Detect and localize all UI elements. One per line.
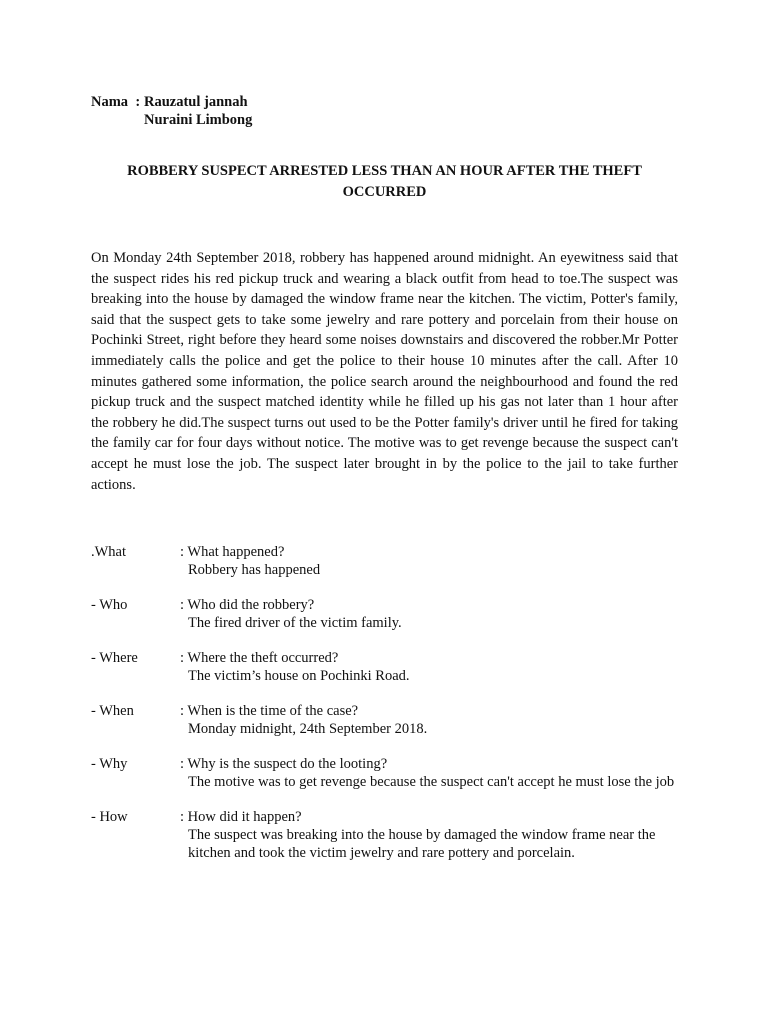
name-label: Nama : xyxy=(91,94,141,110)
document-title: ROBBERY SUSPECT ARRESTED LESS THAN AN HOUR AFTER THE THEFT OCCURRED xyxy=(127,163,642,200)
qa-item-where xyxy=(91,649,691,685)
qa-item-when xyxy=(91,702,691,738)
news-paragraph: On Monday 24th September 2018, robbery has happened around midnight. An eyewitness said that the suspect rides his red pickup truck and wearing a black outfit from head to toe.The suspect was breaking into the house by damaged the window frame near the kitchen. The victim, Potter's family, said that the suspect gets to take some jewelry and rare pottery and porcelain from their house on Pochinki Street, right before they heard some noises downstairs and discovered the robber.Mr Potter immediately calls the police and get the police to their house 10 minutes after the call. After 10 minutes gathered some information, the police search around the neighbourhood and found the red pickup truck and the suspect matched identity while he filled up his gas not later than 1 hour after the robbery he did.The suspect turns out used to be the Potter family's driver until he fired for taking the family car for four days without notice. The motive was to get revenge because the suspect can't accept he must lose the job. The suspect later brought in by the police to the jail to take further actions. xyxy=(91,250,678,493)
qa-question: : Where the theft occurred? xyxy=(180,650,339,666)
qa-question: : Why is the suspect do the looting? xyxy=(180,756,388,772)
qa-key: .What xyxy=(91,544,127,560)
qa-answer: The fired driver of the victim family. xyxy=(188,615,402,631)
qa-key: - Where xyxy=(91,650,138,666)
qa-key: - When xyxy=(91,703,134,719)
qa-answer: The victim’s house on Pochinki Road. xyxy=(188,668,410,684)
qa-item-why xyxy=(91,755,691,791)
qa-question: : How did it happen? xyxy=(180,809,302,825)
qa-key: - How xyxy=(91,809,128,825)
qa-item-who xyxy=(91,596,691,632)
qa-key: - Who xyxy=(91,597,128,613)
qa-answer: Monday midnight, 24th September 2018. xyxy=(188,721,428,737)
qa-item-what xyxy=(91,543,691,579)
author-block xyxy=(91,93,252,129)
qa-question: : Who did the robbery? xyxy=(180,597,315,613)
qa-question: : When is the time of the case? xyxy=(180,703,359,719)
qa-answer: The motive was to get revenge because the suspect can't accept he must lose the job xyxy=(188,774,675,790)
qa-item-how xyxy=(91,808,691,862)
qa-answer: The suspect was breaking into the house by damaged the window frame near the kitchen and took the victim jewelry and rare pottery and porcelain. xyxy=(188,827,656,861)
qa-answer: Robbery has happened xyxy=(188,562,321,578)
qa-question: : What happened? xyxy=(180,544,285,560)
author-name-1: Rauzatul jannah xyxy=(144,94,248,110)
5w1h-list xyxy=(91,543,691,879)
qa-key: - Why xyxy=(91,756,128,772)
author-name-2: Nuraini Limbong xyxy=(144,112,253,128)
